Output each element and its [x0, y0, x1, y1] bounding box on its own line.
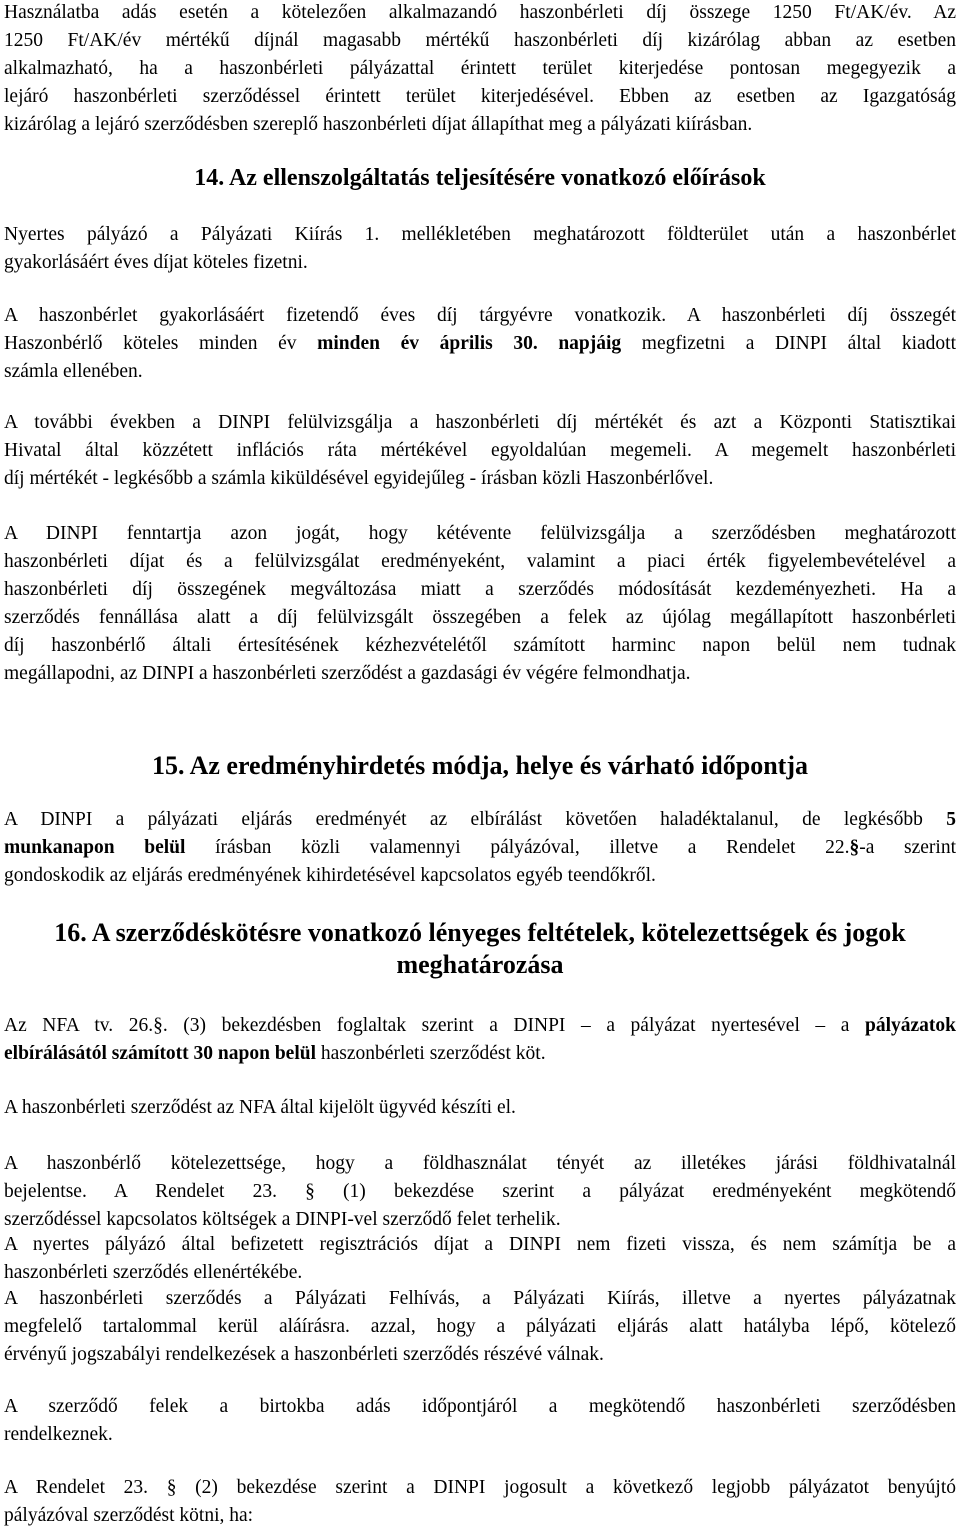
section-16-paragraph-2 — [4, 1094, 956, 1122]
text-line: rendelkeznek. — [4, 1424, 113, 1445]
text-line: Nyertes pályázó a Pályázati Kiírás 1. mellékletében meghatározott földterület után a haszonbérlet — [4, 224, 956, 245]
text-line: kizárólag a lejáró szerződésben szereplő haszonbérleti díjat állapíthat meg a pályázati kiírásban. — [4, 114, 753, 135]
text-line: A nyertes pályázó által befizetett regisztrációs díjat a DINPI nem fizeti vissza, és nem számítja be a — [4, 1234, 956, 1255]
text-line: Használatba adás esetén a kötelezően alkalmazandó haszonbérleti díj összege 1250 Ft/AK/év. Az — [4, 2, 956, 23]
bold-number: 5 — [946, 809, 956, 830]
text-run: írásban közli valamennyi pályázóval, illetve a Rendelet 22. — [185, 837, 850, 858]
section-16-paragraph-6 — [4, 1393, 956, 1449]
text-run: haszonbérleti szerződést köt. — [316, 1043, 546, 1064]
text-line: lejáró haszonbérleti szerződéssel érintett terület kiterjedésével. Ebben az esetben az Igazgatóság — [4, 86, 956, 107]
text-line: számla ellenében. — [4, 361, 143, 382]
text-line: megállapodni, az DINPI a haszonbérleti szerződést a gazdasági év végére felmondhatja. — [4, 663, 691, 684]
section-16-paragraph-5 — [4, 1285, 956, 1369]
text-line: gyakorlásáért éves díjat köteles fizetni. — [4, 252, 308, 273]
intro-paragraph — [4, 0, 956, 139]
text-line: A Rendelet 23. § (2) bekezdése szerint a DINPI jogosult a következő legjobb pályázatot benyújtó — [4, 1477, 956, 1498]
text-line: Hivatal által közzétett inflációs ráta mértékével egyoldalúan megemeli. A megemelt haszonbérleti — [4, 440, 956, 461]
text-line: haszonbérleti szerződés ellenértékébe. — [4, 1262, 303, 1283]
text-line: A további években a DINPI felülvizsgálja a haszonbérleti díj mértékét és azt a Központi Statisztikai — [4, 412, 956, 433]
section-16-paragraph-7 — [4, 1474, 956, 1530]
section-14-paragraph-1 — [4, 221, 956, 277]
text-line: pályázóval szerződést kötni, ha: — [4, 1505, 254, 1526]
section-14-paragraph-4 — [4, 520, 956, 688]
text-run: Az NFA tv. 26.§. (3) bekezdésben foglaltak szerint a DINPI – a pályázat nyertesével – a — [4, 1015, 865, 1036]
bold-text: elbírálásától számított 30 napon belül — [4, 1043, 317, 1064]
section-15-paragraph — [4, 806, 956, 890]
heading-line: 16. A szerződéskötésre vonatkozó lényeges feltételek, kötelezettségek és jogok — [54, 918, 906, 947]
text-run: megfizetni a DINPI által kiadott — [621, 333, 956, 354]
text-line — [4, 834, 956, 862]
text-line: érvényű jogszabályi rendelkezések a haszonbérleti szerződés részévé válnak. — [4, 1344, 604, 1365]
section-14-paragraph-3 — [4, 409, 956, 493]
text-line: szerződés fennállása alatt a díj felülvizsgált összegében a felek az újólag megállapított haszonbérleti — [4, 607, 956, 628]
text-line: díj haszonbérlő általi értesítésének kézhezvételétől számított harminc napon belül nem tudnak — [4, 635, 956, 656]
text-line: A haszonbérleti szerződés a Pályázati Felhívás, a Pályázati Kiírás, illetve a nyertes pályázatnak — [4, 1288, 956, 1309]
section-14-paragraph-2 — [4, 302, 956, 386]
text-line — [4, 1040, 956, 1068]
text-line: A haszonbérleti szerződést az NFA által kijelölt ügyvéd készíti el. — [4, 1097, 516, 1118]
text-run: Haszonbérlő köteles minden év — [4, 333, 318, 354]
bold-text: munkanapon belül — [4, 837, 186, 858]
text-run: -a szerint — [859, 837, 956, 858]
heading-line: meghatározása — [396, 950, 564, 979]
text-line: A haszonbérlet gyakorlásáért fizetendő éves díj tárgyévre vonatkozik. A haszonbérleti díj összegét — [4, 305, 956, 326]
bold-deadline: minden év április 30. napjáig — [317, 333, 622, 354]
text-line: díj mértékét - legkésőbb a számla kiküldésével egyidejűleg - írásban közli Haszonbérlővel. — [4, 468, 714, 489]
bold-section-sign: § — [849, 837, 860, 858]
text-line: 1250 Ft/AK/év mértékű díjnál magasabb mértékű haszonbérleti díj kizárólag abban az esetben — [4, 30, 956, 51]
bold-text: pályázatok — [864, 1015, 956, 1036]
section-16-paragraph-3 — [4, 1150, 956, 1234]
text-run: A DINPI a pályázati eljárás eredményét az elbírálást követően haladéktalanul, de legkésőbb — [4, 809, 947, 830]
section-heading-14: 14. Az ellenszolgáltatás teljesítésére vonatkozó előírások — [194, 165, 766, 191]
text-line — [4, 806, 956, 834]
section-16-paragraph-1 — [4, 1012, 956, 1068]
text-line: A szerződő felek a birtokba adás időpontjáról a megkötendő haszonbérleti szerződésben — [4, 1396, 956, 1417]
section-heading-15: 15. Az eredményhirdetés módja, helye és várható időpontja — [152, 751, 808, 780]
text-line: alkalmazható, ha a haszonbérleti pályázattal érintett terület kiterjedése pontosan megegyezik a — [4, 58, 956, 79]
text-line — [4, 330, 956, 358]
text-line: A DINPI fenntartja azon jogát, hogy kétévente felülvizsgálja a szerződésben meghatározott — [4, 523, 956, 544]
text-line: megfelelő tartalommal kerül aláírásra. azzal, hogy a pályázati eljárás alatt hatályba lépő, kötelező — [4, 1316, 956, 1337]
text-line: szerződéssel kapcsolatos költségek a DINPI-vel szerződő felet terhelik. — [4, 1209, 561, 1230]
text-line: haszonbérleti díjat és a felülvizsgálat eredményeként, valamint a piaci érték figyelembevételével a — [4, 551, 956, 572]
text-line: haszonbérleti díj összegének megváltozása miatt a szerződés módosítását kezdeményezheti. Ha a — [4, 579, 956, 600]
text-line: bejelentse. A Rendelet 23. § (1) bekezdése szerint a pályázat eredményeként megkötendő — [4, 1181, 956, 1202]
text-line: A haszonbérlő kötelezettsége, hogy a földhasználat tényét az illetékes járási földhivatalnál — [4, 1153, 956, 1174]
section-heading-16 — [0, 917, 960, 981]
text-line: gondoskodik az eljárás eredményének kihirdetésével kapcsolatos egyéb teendőkről. — [4, 865, 656, 886]
text-line — [4, 1012, 956, 1040]
section-16-paragraph-4 — [4, 1231, 956, 1287]
